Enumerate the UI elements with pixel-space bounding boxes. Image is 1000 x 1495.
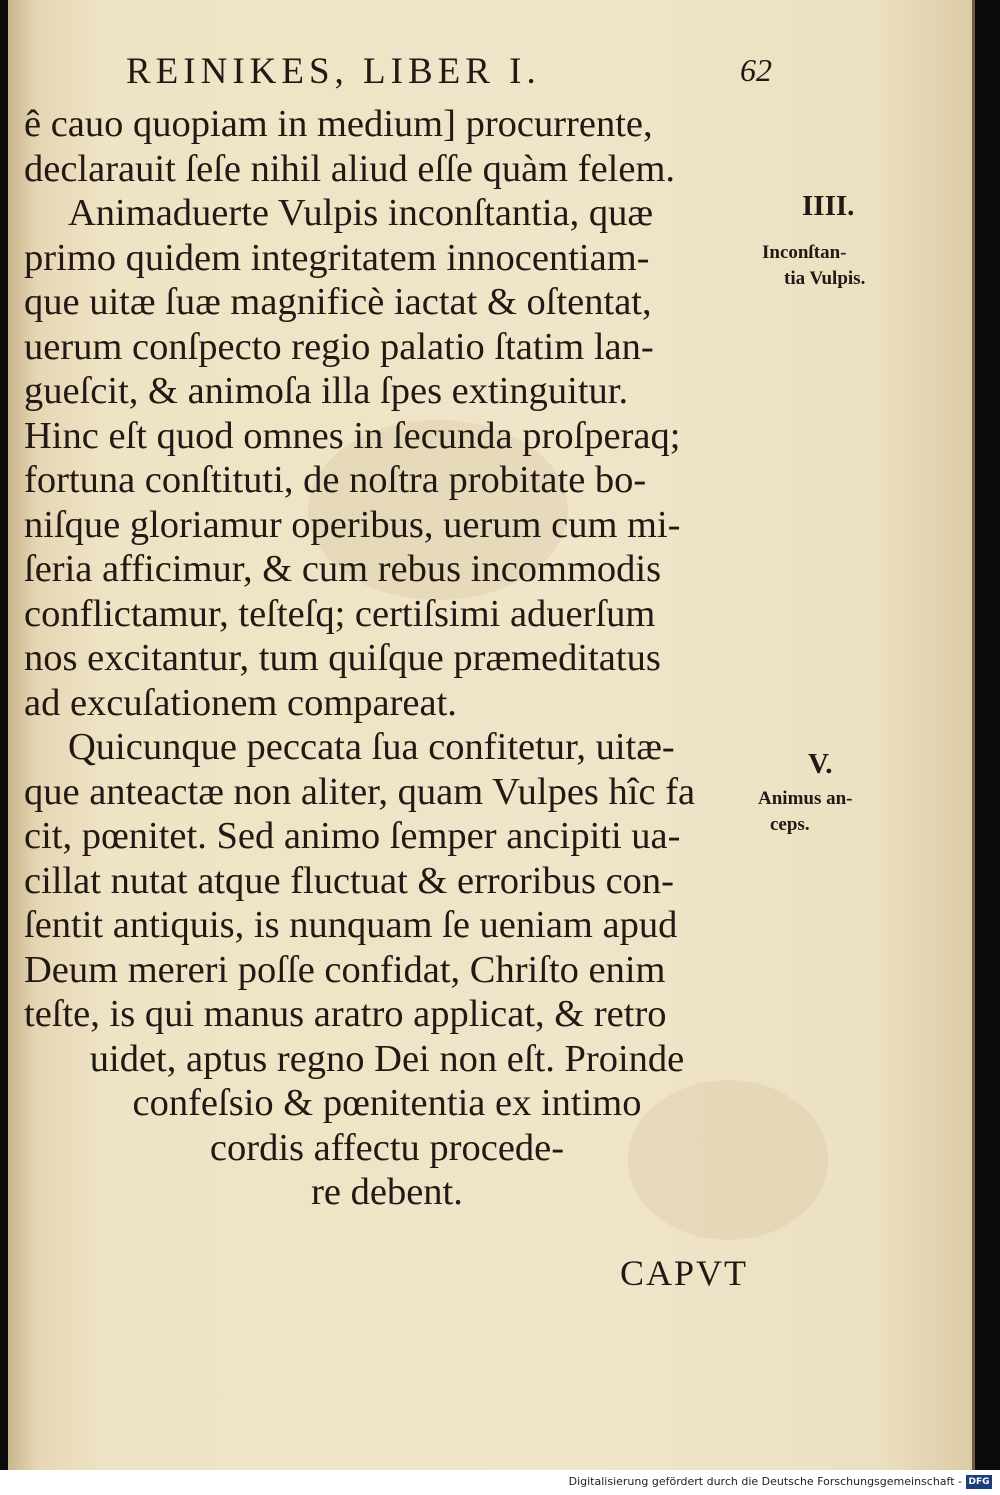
footer-credit: Digitalisierung gefördert durch die Deutsche Forschungsgemeinschaft -	[568, 1475, 962, 1488]
text-line: conflictamur, teſteſq; certiſsimi aduerſum	[24, 592, 656, 635]
text-line: declarauit ſeſe nihil aliud eſſe quàm felem.	[24, 147, 676, 190]
running-head	[126, 50, 772, 100]
margin-note-line: Animus an-	[758, 788, 853, 809]
page-number: 62	[740, 52, 772, 88]
footer-bar	[0, 1470, 1000, 1495]
text-line: Quicunque peccata ſua confitetur, uitæ-	[68, 726, 675, 768]
margin-note-line: tia Vulpis.	[784, 268, 866, 289]
text-line: que anteactæ non aliter, quam Vulpes hîc fa	[24, 770, 696, 813]
text-line: cit, pœnitet. Sed animo ſemper ancipiti ua-	[24, 815, 681, 857]
text-line: ſeria afficimur, & cum rebus incommodis	[24, 548, 662, 590]
body-text	[24, 102, 750, 1215]
text-line: ê cauo quopiam in medium] procurrente,	[24, 103, 653, 145]
running-head-title: REINIKES, LIBER I.	[126, 51, 541, 92]
catchword: CAPVT	[620, 1253, 749, 1293]
text-line: uerum conſpecto regio palatio ſtatim lan-	[24, 325, 654, 368]
text-line: cordis affectu procede-	[209, 1126, 565, 1169]
dfg-logo: DFG	[966, 1475, 992, 1489]
text-line: cillat nutat atque fluctuat & erroribus con-	[24, 859, 674, 902]
text-line: Hinc eſt quod omnes in ſecunda proſperaq;	[24, 414, 681, 457]
text-line: re debent.	[311, 1171, 463, 1213]
margin-note	[762, 240, 865, 292]
text-line: Deum mereri poſſe confidat, Chriſto enim	[24, 948, 666, 991]
text-line: teſte, is qui manus aratro applicat, & retro	[24, 993, 667, 1035]
margin-note-number: IIII.	[802, 190, 855, 222]
margin-note-line: Inconſtan-	[762, 242, 847, 263]
margin-note-number: V.	[808, 748, 833, 780]
text-line: nos excitantur, tum quiſque præmeditatus	[24, 637, 661, 679]
text-line: confeſsio & pœnitentia ex intimo	[132, 1082, 642, 1124]
text-line: ad excuſationem compareat.	[24, 681, 457, 724]
text-line: Animaduerte Vulpis inconſtantia, quæ	[68, 192, 654, 234]
text-line: primo quidem integritatem innocentiam-	[24, 236, 650, 279]
text-line: gueſcit, & animoſa illa ſpes extinguitur.	[24, 370, 629, 412]
text-line: fortuna conſtituti, de noſtra probitate bo-	[24, 459, 647, 501]
text-line: niſque gloriamur operibus, uerum cum mi-	[24, 503, 681, 546]
margin-note-line: ceps.	[770, 814, 810, 835]
text-line: que uitæ ſuæ magnificè iactat & oſtentat,	[24, 281, 652, 323]
text-line: ſentit antiquis, is nunquam ſe ueniam apud	[24, 904, 678, 946]
margin-note	[758, 786, 853, 838]
text-line: uidet, aptus regno Dei non eſt. Proinde	[89, 1037, 685, 1080]
